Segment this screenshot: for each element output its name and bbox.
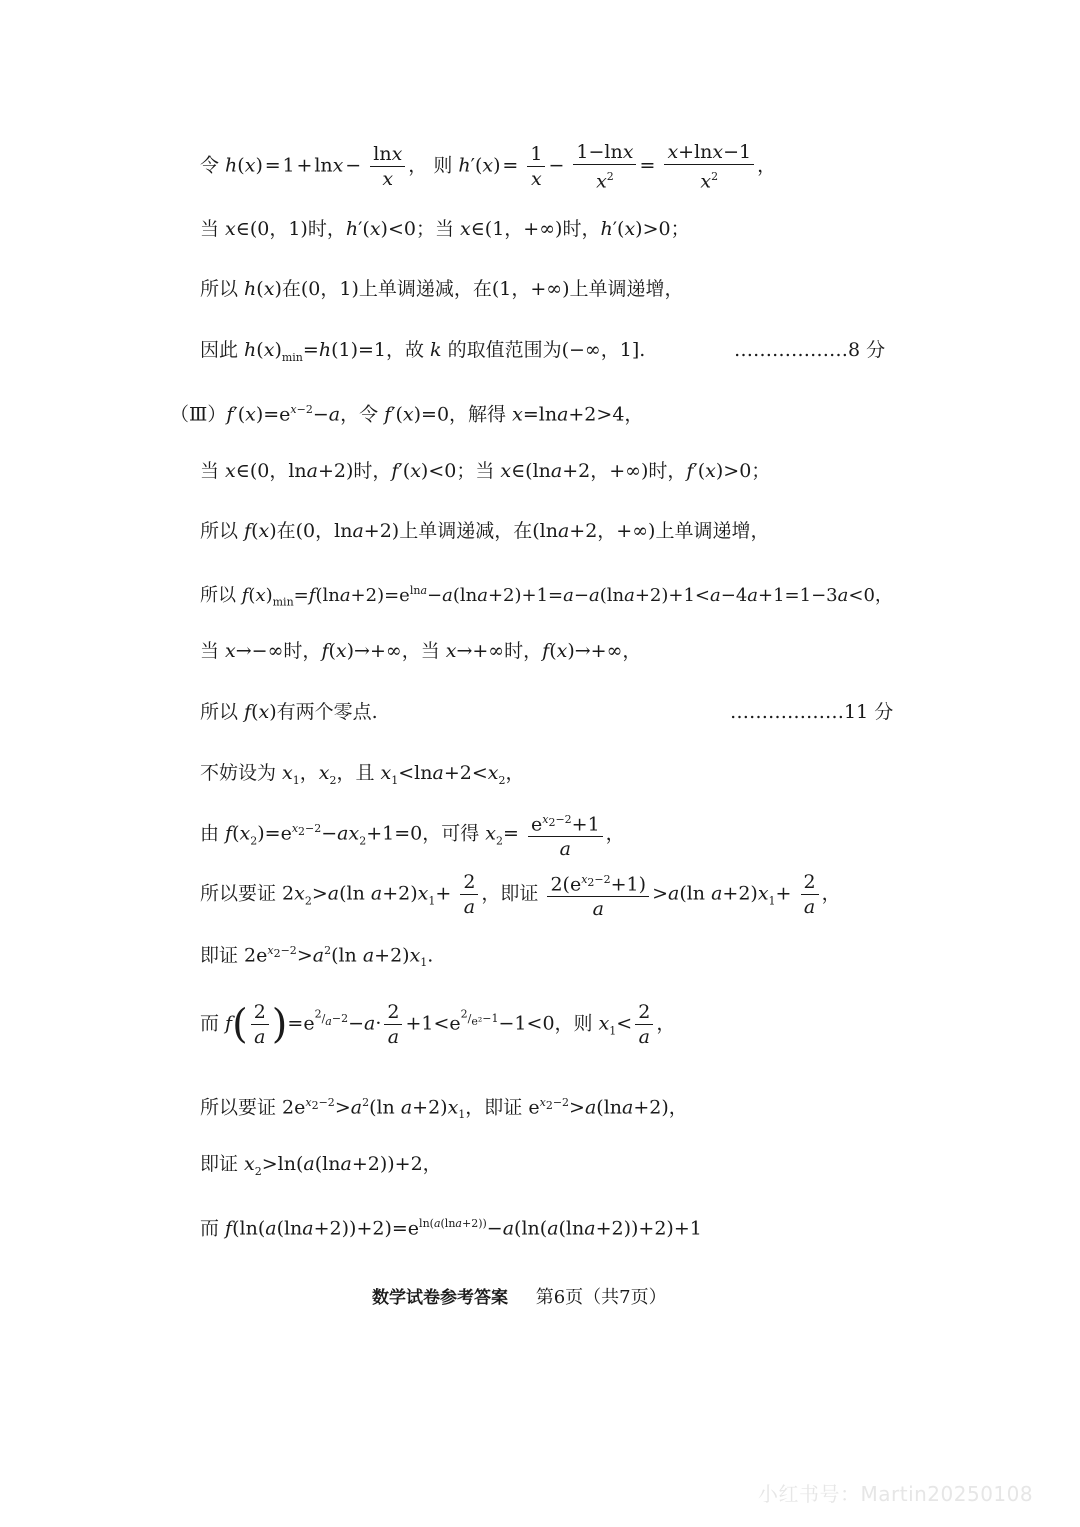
solution-line-17: 即证 $x_2>\ln(a(\ln a+2))+2$， (200, 1153, 442, 1178)
solution-line-9: 当 x→−∞时，f(x)→+∞，当 x→+∞时，f(x)→+∞， (200, 640, 642, 662)
watermark: 小红书号：Martin20250108 (758, 1482, 1034, 1506)
solution-line-15: 而 f( $\frac{2}{a}$ )$=e^{^2/_a-2}-a\cdot$ $\frac{2}{a}$ $+1<e^{^2/_{e^2}-1}-1<0$，则 $x_1<$ $\frac{2}{a}$ ， (200, 1001, 676, 1048)
page-footer (372, 1283, 667, 1309)
footer-page-number: 第6页（共7页） (535, 1287, 667, 1308)
solution-line-5: $(Ⅲ)f'(x)=e^{x-2}-a$，令 f′(x)=0，解得 x=lna+2>4， (170, 403, 644, 426)
score-11: ………………11 分 (730, 701, 894, 723)
solution-line-10: 所以 f(x)有两个零点. ………………11 分 (200, 701, 894, 723)
solution-line-13: 所以要证 $2x_2>a(\ln$ $a+2)x_1+$ $\frac{2}{a}$ ，即证 $\frac{2(e^{x_2-2}+1)}{a}$ >a(ln $a+2)x_1+$ $\frac{2}{a}$ ， (200, 868, 841, 921)
solution-line-2: 当 x∈(0，1)时，h′(x)<0；当 x∈(1，+∞)时，h′(x)>0； (200, 218, 690, 240)
solution-line-18: 而 $f(\ln(a(\ln a+2))+2)=e^{ln(a(lna+2))}-a(\ln(a(\ln a+2))+2)+1$ (200, 1217, 702, 1240)
solution-line-14: 即证 $2e^{x_2-2}>a^2(\ln$ $a+2)x_1$. (200, 944, 434, 970)
solution-line-3: 所以 h(x)在(0，1)上单调递减，在(1，+∞)上单调递增， (200, 278, 684, 300)
solution-line-8: 所以 $f(x)_{min}=f(\ln a+2)=e^{lna}-a(\ln a+2)+1=a-a(\ln a+2)+1<a-4a+1=1-3a<0$， (200, 584, 893, 609)
solution-line-16: 所以要证 $2e^{x_2-2}>a^2(\ln$ $a+2)x_1$，即证 $e^{x_2-2}>a(\ln a+2)$， (200, 1096, 688, 1122)
solution-line-4: 因此 $h(x)_{min}=h(1)=1$，故 k 的取值范围为(−∞，1]. ………………8 分 (200, 339, 886, 364)
solution-line-11: 不妨设为 $x_1$，$x_2$，且 $x_1<\ln a+2<x_2$， (200, 762, 525, 787)
score-8: ………………8 分 (734, 339, 886, 361)
footer-title: 数学试卷参考答案 (372, 1288, 508, 1308)
solution-line-6: 当 x∈(0，lna+2)时，f′(x)<0；当 x∈(lna+2，+∞)时，f′(x)>0； (200, 460, 771, 482)
solution-line-12: 由 $f(x_2)=e^{x_2-2}-ax_2+1=0$，可得 $x_2=$ $\frac{e^{x_2-2}+1}{a}$ ， (200, 808, 625, 861)
solution-line-7: 所以 f(x)在(0，lna+2)上单调递减，在(lna+2，+∞)上单调递增， (200, 520, 770, 542)
solution-line-1: 令 h(x) = 1 + lnx − $\frac{\ln x}{x}$ ， 则 h′(x) = $\frac{1}{x}$ − $\frac{1-\ln x}{x^2}$ = $\frac{x+\ln x-1}{x^2}$ ， (200, 141, 777, 193)
